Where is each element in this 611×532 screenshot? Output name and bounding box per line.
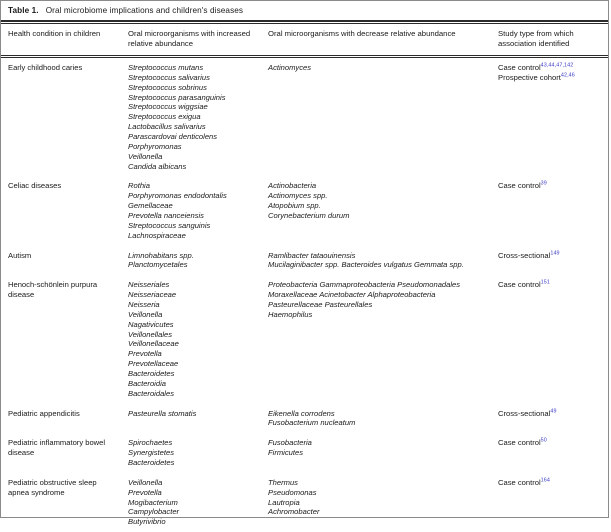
organism-name: Prevotellaceae <box>128 359 179 369</box>
table-row <box>1 246 608 276</box>
organism-name: Porphyromonas endodontalis <box>128 191 227 201</box>
organism-name: Rothia <box>128 181 150 191</box>
study-type-entry <box>498 181 602 191</box>
study-type-entry <box>498 63 602 73</box>
organism-name: Prevotella nanceiensis <box>128 211 204 220</box>
organism-name: Parascardovai denticolens <box>128 131 218 141</box>
cell-health-condition: Pediatric inflammatory bowel disease <box>8 438 106 458</box>
citation-reference[interactable]: 149 <box>550 250 560 257</box>
cell-decreased-organisms <box>261 404 491 434</box>
organism-name: Bacteroidia <box>128 378 166 388</box>
cell-increased-organisms <box>121 473 261 532</box>
organism-name: Firmicutes <box>268 448 304 458</box>
cell-health-condition: Celiac diseases <box>8 181 62 191</box>
organism-name: Lautropia <box>268 497 300 507</box>
study-type-label: Case control <box>498 181 541 191</box>
cell-health-condition: Pediatric appendicitis <box>8 408 80 418</box>
organism-name: Veillonella <box>128 151 163 161</box>
organism-name: Moraxellaceae Acinetobacter Alphaproteobacteria <box>268 290 436 300</box>
organism-name: Fusobacteria <box>268 438 312 448</box>
cell-increased-organisms <box>121 404 261 434</box>
citation-reference[interactable]: 42,46 <box>560 72 575 79</box>
organism-name: Streptococcus salivarius <box>128 72 210 82</box>
citation-reference[interactable]: 164 <box>540 477 550 484</box>
organism-name: Bacteroidetes <box>128 458 175 468</box>
organism-name: Fusobacterium nucleatum <box>268 418 356 428</box>
organism-name: Lactobacillus salivarius <box>128 122 206 132</box>
organism-name: Ramlibacter tataouinensis <box>268 250 356 260</box>
organism-name: Haemophilus <box>268 309 313 319</box>
study-type-entry <box>498 438 602 448</box>
cell-decreased-organisms <box>261 275 491 403</box>
cell-study-type <box>491 275 608 403</box>
study-type-label: Prospective cohort <box>498 72 561 82</box>
table-row <box>1 58 608 176</box>
study-type-entry <box>498 478 602 488</box>
organism-name: Bacteroidales <box>128 388 175 398</box>
organism-name: Campylobacter <box>128 507 180 517</box>
table-caption <box>1 1 608 20</box>
column-header-study-type: Study type from which association identified <box>498 29 574 49</box>
study-type-entry <box>498 409 602 419</box>
column-header-condition: Health condition in children <box>8 29 101 39</box>
organism-name: Prevotella <box>128 487 162 497</box>
table-row <box>1 433 608 473</box>
organism-name: Neisseriaceae <box>128 290 177 300</box>
organism-name: Actinobacteria <box>268 181 317 191</box>
study-type-label: Cross-sectional <box>498 408 551 418</box>
organism-name: Streptococcus sanguinis <box>128 220 211 230</box>
organism-name: Veillonella <box>128 309 163 319</box>
organism-name: Streptococcus sobrinus <box>128 82 207 92</box>
organism-name: Pasteurellaceae Pasteurellales <box>268 300 373 310</box>
cell-decreased-organisms <box>261 176 491 245</box>
organism-name: Streptococcus exigua <box>128 112 201 122</box>
cell-health-condition: Henoch-schönlein purpura disease <box>8 280 98 300</box>
column-header-decreased: Oral microorganisms with decrease relative abundance <box>268 29 456 39</box>
organism-name: Synergistetes <box>128 448 175 458</box>
organism-name: Streptococcus mutans <box>128 62 204 72</box>
organism-name: Neisseria <box>128 300 160 310</box>
organism-name: Achromobacter <box>268 507 320 517</box>
table-row <box>1 473 608 532</box>
study-type-label: Case control <box>498 438 541 448</box>
study-type-label: Case control <box>498 62 541 72</box>
organism-name: Actinomyces spp. <box>268 191 328 201</box>
organism-name: Prevotella <box>128 349 162 359</box>
organism-name: Pasteurella stomatis <box>128 408 197 418</box>
cell-increased-organisms <box>121 176 261 245</box>
organism-name: Mucilaginibacter spp. Bacteroides vulgatus Gemmata spp. <box>268 260 464 270</box>
organism-name: Nagativicutes <box>128 319 174 329</box>
citation-reference[interactable]: 39 <box>540 180 547 187</box>
organism-name: Eikenella corrodens <box>268 408 335 418</box>
cell-study-type <box>491 433 608 473</box>
organism-name: Planctomycetales <box>128 260 188 270</box>
table-caption-text: Oral microbiome implications and children's diseases <box>45 6 244 15</box>
study-type-label: Case control <box>498 477 541 487</box>
table-caption-label: Table 1. <box>8 6 39 15</box>
cell-increased-organisms <box>121 246 261 276</box>
organism-name: Atopobium spp. <box>268 201 321 211</box>
study-type-label: Case control <box>498 280 541 290</box>
cell-study-type <box>491 404 608 434</box>
table-row <box>1 275 608 403</box>
cell-health-condition: Autism <box>8 250 32 260</box>
cell-decreased-organisms <box>261 58 491 176</box>
table-row <box>1 404 608 434</box>
citation-reference[interactable]: 49 <box>550 408 557 415</box>
organism-name: Veillonellales <box>128 329 173 339</box>
data-table <box>1 24 608 55</box>
organism-name: Lachnospiraceae <box>128 230 186 240</box>
table-header <box>1 24 608 55</box>
table-body <box>1 58 608 532</box>
cell-health-condition: Pediatric obstructive sleep apnea syndrome <box>8 477 97 497</box>
cell-decreased-organisms <box>261 433 491 473</box>
organism-name: Veillonella <box>128 477 163 487</box>
organism-name: Veillonellaceae <box>128 339 179 349</box>
cell-decreased-organisms <box>261 246 491 276</box>
citation-reference[interactable]: 50 <box>540 437 547 444</box>
organism-name: Neisseriales <box>128 280 170 290</box>
organism-name: Streptococcus wiggsiae <box>128 102 208 112</box>
study-type-entry <box>498 280 602 290</box>
citation-reference[interactable]: 43,44,47,142 <box>540 62 574 69</box>
data-table-body <box>1 58 608 532</box>
organism-name: Gemellaceae <box>128 201 173 211</box>
cell-health-condition: Early childhood caries <box>8 62 83 72</box>
cell-study-type <box>491 176 608 245</box>
cell-study-type <box>491 58 608 176</box>
organism-name: Bacteroidetes <box>128 369 175 379</box>
study-type-label: Cross-sectional <box>498 250 551 260</box>
organism-name: Proteobacteria Gammaproteobacteria Pseudomonadales <box>268 280 461 290</box>
cell-increased-organisms <box>121 275 261 403</box>
organism-name: Spirochaetes <box>128 438 173 448</box>
cell-study-type <box>491 246 608 276</box>
organism-name: Mogibacterium <box>128 497 178 507</box>
organism-name: Porphyromonas <box>128 141 182 151</box>
organism-name: Butyrivibrio <box>128 517 166 527</box>
header-row <box>1 24 608 55</box>
cell-increased-organisms <box>121 433 261 473</box>
organism-name: Streptococcus parasanguinis <box>128 92 226 102</box>
cell-study-type <box>491 473 608 532</box>
cell-increased-organisms <box>121 58 261 176</box>
organism-name: Corynebacterium durum <box>268 211 350 220</box>
organism-name: Limnohabitans spp. <box>128 250 194 260</box>
organism-name: Actinomyces <box>268 62 312 72</box>
study-type-entry <box>498 251 602 261</box>
organism-name: Pseudomonas <box>268 487 317 497</box>
organism-name: Thermus <box>268 477 298 487</box>
citation-reference[interactable]: 151 <box>540 279 550 286</box>
study-type-entry <box>498 73 602 83</box>
cell-decreased-organisms <box>261 473 491 532</box>
column-header-increased: Oral microorganisms with increased relative abundance <box>128 29 251 49</box>
table-row <box>1 176 608 245</box>
organism-name: Candida albicans <box>128 161 187 171</box>
